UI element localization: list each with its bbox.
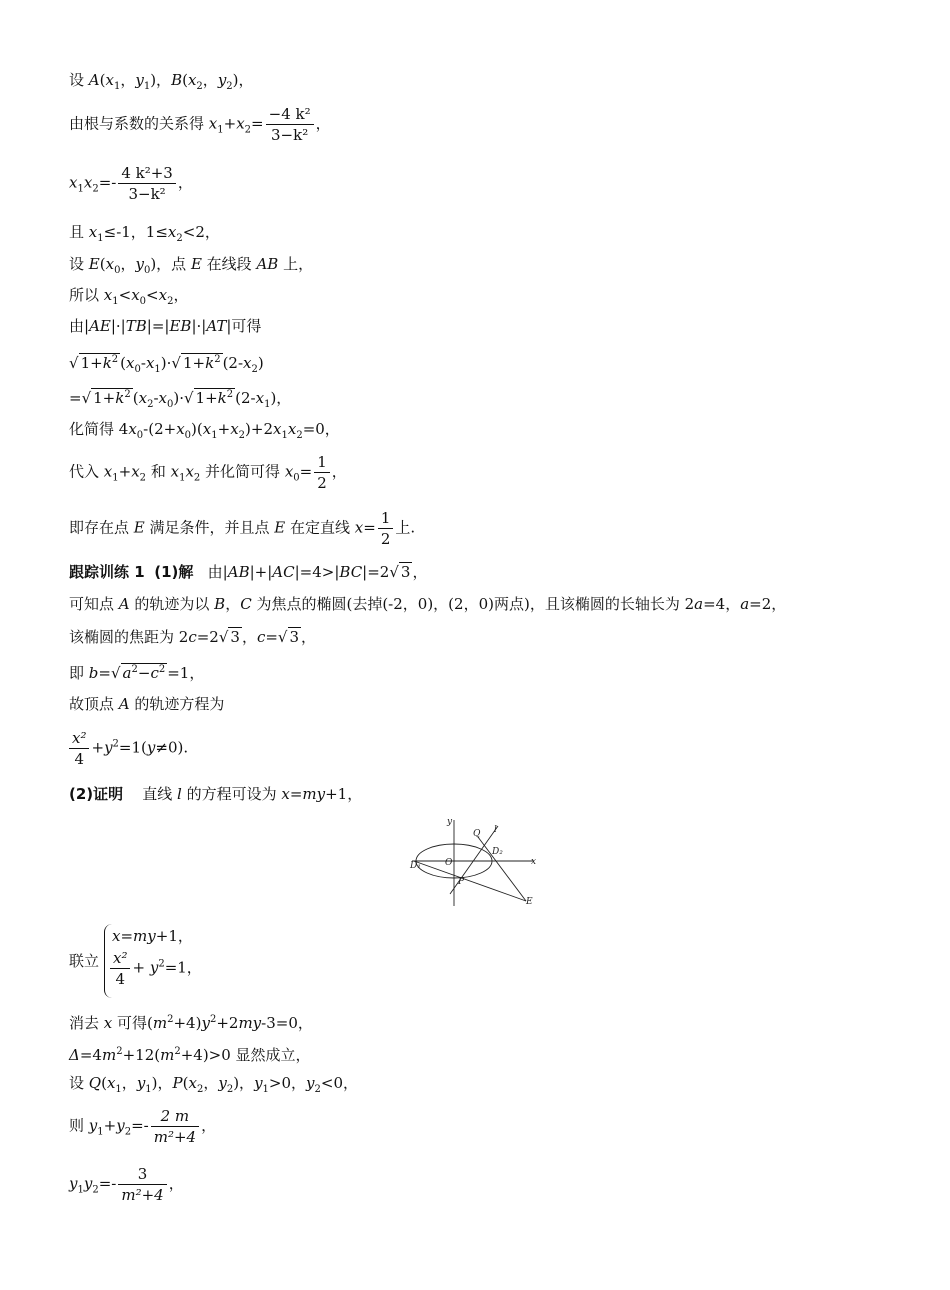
label-p: P (458, 877, 465, 887)
fraction-product: $\frac{\text{4 k²+3}}{\text{3−k²}}$ (118, 163, 176, 204)
label-l: l (494, 825, 497, 835)
label-x: x (531, 857, 537, 867)
line-1: 设 $A(x_1$，$y_1$)，$B(x_2$，$y_2$)， (69, 71, 254, 92)
line-9: =√ $1+k^2$ $(x_2-x_0)\cdot√$ $1+k^2$ $(2-x_1)$， (69, 389, 292, 410)
line-12: 即存在点 E 满足条件，并且点 E 在定直线 x= $\frac{1}{2}$ 上. (69, 509, 416, 548)
fraction-ysum: $\frac{2 m}{\text{m²+4}}$ (151, 1106, 199, 1147)
label-y: y (447, 817, 453, 827)
fraction-half-2: $\frac{1}{2}$ (378, 508, 394, 549)
label-d2: D₂ (492, 847, 503, 857)
line-3: $x_1x_2=-$ $\frac{\text{4 k²+3}}{\text{3−k²}}$ ， (69, 164, 193, 203)
line-6: 所以 $x_1<x_0<x_2$， (69, 286, 189, 307)
ellipse-figure (408, 816, 548, 910)
fraction-sum: $\frac{\text{−4 k²}}{\text{3−k²}}$ (266, 104, 314, 145)
line-11: 代入 $x_1+x_2$ 和 $x_1x_2$ 并化简可得 $x_0=$ $\frac{1}{2}$ ， (69, 453, 347, 492)
fraction-half: $\frac{1}{2}$ (314, 452, 330, 493)
line-22: $\Delta=4m^2+12(m^2+4)>0$ 显然成立， (69, 1046, 311, 1064)
label-q: Q (473, 829, 481, 839)
fraction-x2-4: $\frac{\text{x²}}{4}$ (69, 728, 89, 769)
label-o: O (445, 858, 453, 868)
line-17: 故顶点 A 的轨迹方程为 (69, 695, 225, 713)
line-10: 化简得 $4x_0-(2+x_0)(x_1+x_2)+2x_1x_2=0$， (69, 420, 340, 441)
label-d1: D₁ (410, 861, 421, 871)
line-14: 可知点 A 的轨迹为以 B，C 为焦点的椭圆(去掉(-2，0)，(2，0)两点)，且该椭圆的长轴长为 2a=4，a=2， (69, 595, 787, 613)
line-4: 且 $x_1\le-1$，$1\le x_2<2$， (69, 223, 220, 244)
line-8: √ $1+k^2$ $(x_0-x_1)\cdot√$ $1+k^2$ $(2-x_2)$ (69, 354, 264, 375)
line-15: 该椭圆的焦距为 2c=2√ 3 ，c=√ 3 ， (69, 628, 317, 646)
line-20: 联立 (69, 952, 100, 970)
fraction-yprod: $\frac{3}{\text{m²+4}}$ (118, 1164, 166, 1205)
line-19: (2)证明 直线 l 的方程可设为 x=my+1， (69, 785, 363, 803)
line-23: 设 $Q(x_1$，$y_1$)，$P(x_2$，$y_2$)，$y_1>0$，$y_2<0$， (69, 1074, 359, 1095)
line-2: 由根与系数的关系得 $x_1+x_2=$ $\frac{\text{−4 k²}}{\text{3−k²}}$ ， (69, 105, 331, 144)
system-eq-2: $\frac{\text{x²}}{4}$ + $y^2=1$， (110, 948, 202, 989)
line-d1-e (414, 861, 526, 901)
line-13: 跟踪训练 1 (1)解 由|AB|+|AC|=4>|BC|=2√ 3 ， (69, 563, 428, 581)
line-16: 即 b=√ $a^2-c^2 =1$， (69, 664, 205, 682)
line-25: $y_1y_2=-$ $\frac{3}{\text{m²+4}}$ ， (69, 1165, 184, 1204)
line-7: 由|AE|·|TB|=|EB|·|AT|可得 (69, 317, 262, 335)
line-5: 设 $E(x_0$，$y_0$)，点 E 在线段 AB 上， (69, 255, 314, 276)
line-18: $\frac{\text{x²}}{4}$ $+y^2=1(y\ne 0)$. (69, 728, 188, 769)
label-e: E (526, 897, 533, 907)
line-21: 消去 x 可得$(m^2+4)y^2+2my-3=0$， (69, 1014, 313, 1032)
system-eq-1: x=my+1， (112, 927, 193, 945)
line-24: 则 $y_1+y_2=-$ $\frac{2 m}{\text{m²+4}}$ ， (69, 1107, 217, 1146)
